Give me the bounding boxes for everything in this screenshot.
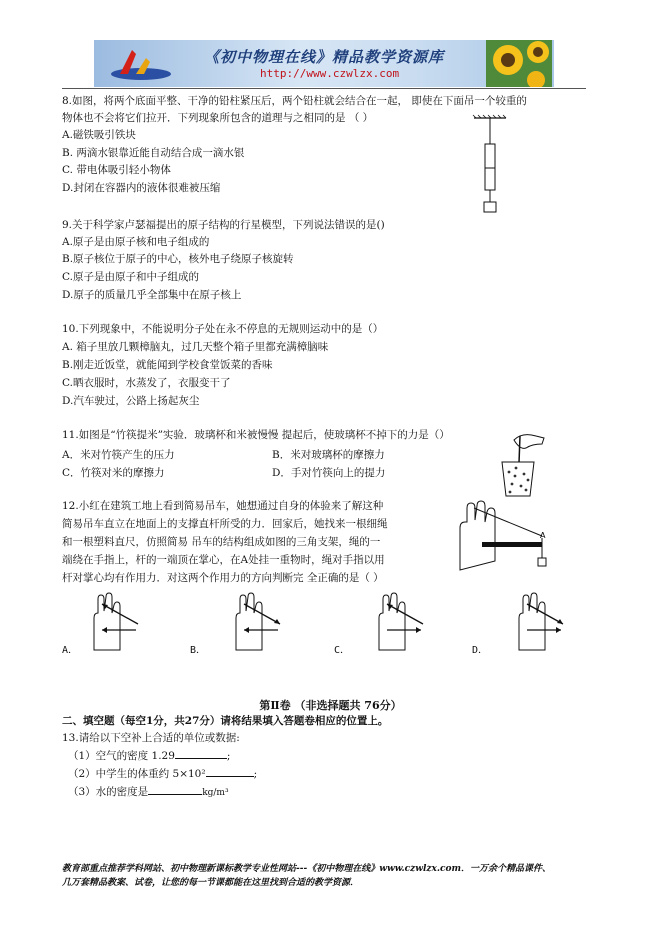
q11-stem: 11.如图是“竹筷提米”实验．玻璃杯和米被慢慢 提起后，使玻璃杯不掉下的力是（） [62, 429, 450, 441]
q9-option-b: B.原子核位于原子的中心，核外电子绕原子核旋转 [62, 253, 294, 265]
q10-option-b: B.刚走近饭堂，就能闻到学校食堂饭菜的香味 [62, 359, 273, 371]
header-banner [94, 40, 554, 87]
q12-option-c-label: C． [334, 645, 351, 656]
q11-option-d: D．手对竹筷向上的提力 [272, 467, 386, 479]
q13-blank-3[interactable] [148, 794, 202, 795]
q8-option-a: A.磁铁吸引铁块 [62, 129, 136, 141]
site-logo-icon [106, 44, 176, 84]
footer [62, 862, 602, 890]
q13-stem: 13.请给以下空补上合适的单位或数据: [62, 732, 240, 744]
q8-option-c: C. 带电体吸引轻小物体 [62, 164, 171, 176]
sunflower-icon [486, 40, 552, 87]
q12-option-b-label: B． [190, 645, 207, 656]
q11-option-b: B．米对玻璃杯的摩擦力 [272, 449, 385, 461]
banner-url[interactable]: http://www.czwlzx.com [260, 67, 400, 80]
q11-option-a: A．米对竹筷产生的压力 [62, 449, 175, 461]
q12-line4: 端绕在手指上，杆的一端顶在掌心，在A处挂一重物时，绳对手指以用 [62, 554, 385, 566]
hand-triangle-figure [452, 498, 562, 578]
q12-figure-a [80, 590, 140, 652]
q13-blank-1[interactable] [175, 758, 227, 759]
section2-title: 第Ⅱ卷 （非选择题共 76分） [259, 699, 402, 712]
q13-item-3: （3）水的密度是 kg/m³ [68, 786, 229, 798]
footer-line1: 教育部重点推荐学科网站、初中物理新课标教学专业性网站---《初中物理在线》www.czwlzx.com．一万余个精品课件、 [62, 864, 552, 874]
q12-line5: 杆对掌心均有作用力．对这两个作用力的方向判断完 全正确的是（ ） [62, 572, 384, 584]
q13-blank-2[interactable] [206, 776, 254, 777]
q12-figure-c [365, 590, 425, 652]
q8-option-d: D.封闭在容器内的液体很难被压缩 [62, 182, 221, 194]
lead-cylinders-figure [470, 114, 510, 216]
q8-option-b: B. 两滴水银靠近能自动结合成一滴水银 [62, 147, 245, 159]
q13-item-1: （1）空气的密度 1.29 ; [68, 750, 231, 762]
q10-option-a: A. 箱子里放几颗樟脑丸，过几天整个箱子里都充满樟脑味 [62, 341, 329, 353]
q9-option-c: C.原子是由原子和中子组成的 [62, 271, 199, 283]
part1-heading: 二、填空题（每空1分，共27分）请将结果填入答题卷相应的位置上。 [62, 715, 389, 727]
q12-line3: 和一根塑料直尺，仿照简易 吊车的结构组成如图的三角支架，绳的一 [62, 536, 381, 548]
q9-option-d: D.原子的质量几乎全部集中在原子核上 [62, 289, 242, 301]
q13-item-2: （2）中学生的体重约 5×10² ; [68, 768, 258, 780]
q10-option-d: D.汽车驶过，公路上扬起灰尘 [62, 395, 200, 407]
banner-title: 《初中物理在线》精品教学资源库 [204, 48, 445, 66]
header-rule [62, 88, 586, 89]
footer-line2: 几万套精品教案、试卷，让您的每一节课都能在这里找到合适的教学资源． [62, 878, 360, 888]
q11-option-c: C．竹筷对米的摩擦力 [62, 467, 165, 479]
q12-option-d-label: D． [472, 645, 489, 656]
q9-option-a: A.原子是由原子核和电子组成的 [62, 236, 210, 248]
q12-line1: 12.小红在建筑工地上看到简易吊车，她想通过自身的体验来了解这种 [62, 500, 384, 512]
chopsticks-rice-figure [494, 430, 548, 500]
q9-stem: 9.关于科学家卢瑟福提出的原子结构的行星模型，下列说法错误的是() [62, 219, 385, 231]
q12-line2: 简易吊车直立在地面上的支撑直杆所受的力．回家后，她找来一根细绳 [62, 518, 388, 530]
q12-option-a-label: A． [62, 645, 79, 656]
q12-figure-d [505, 590, 565, 652]
point-a-label: A [540, 531, 546, 540]
q12-figure-b [222, 590, 282, 652]
q10-option-c: C.晒衣服时，水蒸发了，衣服变干了 [62, 377, 231, 389]
q8-stem-line1: 8.如图，将两个底面平整、干净的铅柱紧压后，两个铅柱就会结合在一起， 即使在下面吊一个较重的 [62, 95, 527, 107]
q8-stem-line2: 物体也不会将它们拉开．下列现象所包含的道理与之相同的是 （ ） [62, 112, 374, 124]
q10-stem: 10.下列现象中，不能说明分子处在永不停息的无规则运动中的是（） [62, 323, 384, 335]
